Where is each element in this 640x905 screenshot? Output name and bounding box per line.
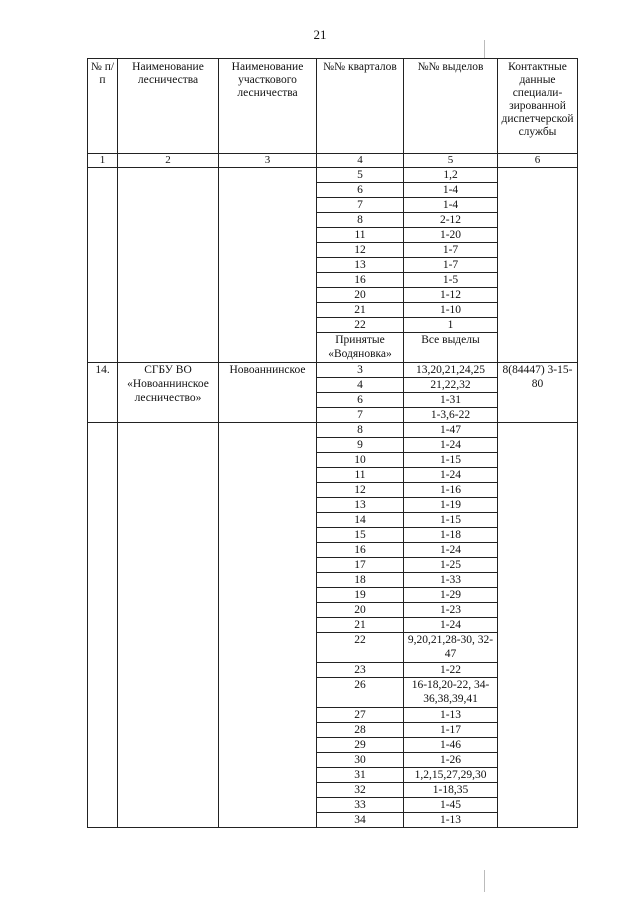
quarter-cell: 9 [317,438,404,453]
table-row [88,753,578,768]
allotment-cell: 21,22,32 [404,378,498,393]
entry-number-blank [88,798,118,813]
contact-blank [498,273,578,288]
contact-blank [498,198,578,213]
entry-number-blank [88,198,118,213]
entry-number-blank [88,768,118,783]
quarter-cell: Принятые «Водяновка» [317,333,404,363]
contact-blank [498,423,578,438]
allotment-cell: 1-29 [404,588,498,603]
district-name: Новоаннинское [219,363,317,423]
district-blank [219,228,317,243]
quarter-cell: 34 [317,813,404,828]
quarter-cell: 7 [317,408,404,423]
allotment-cell: 1-15 [404,513,498,528]
table-row [88,318,578,333]
entry-number-blank [88,588,118,603]
quarter-cell: 11 [317,228,404,243]
allotment-cell: 1-24 [404,438,498,453]
forestry-blank [118,543,219,558]
allotment-cell: 1-18,35 [404,783,498,798]
district-blank [219,513,317,528]
district-blank [219,333,317,363]
entry-number-blank [88,423,118,438]
table-row [88,198,578,213]
quarter-cell: 21 [317,303,404,318]
table-row [88,768,578,783]
contact-blank [498,783,578,798]
entry-number-blank [88,318,118,333]
district-blank [219,738,317,753]
contact-blank [498,633,578,663]
forestry-blank [118,468,219,483]
table-row [88,243,578,258]
entry-number-blank [88,513,118,528]
allotment-cell: 9,20,21,28-30, 32-47 [404,633,498,663]
contact-blank [498,738,578,753]
contact-blank [498,513,578,528]
entry-number-blank [88,558,118,573]
allotment-cell: 1-15 [404,453,498,468]
forestry-blank [118,318,219,333]
district-blank [219,498,317,513]
header-num: № п/п [88,59,118,154]
table-row [88,438,578,453]
contact-blank [498,603,578,618]
district-blank [219,678,317,708]
forestry-blank [118,558,219,573]
table-row [88,813,578,828]
contact-blank [498,768,578,783]
district-blank [219,318,317,333]
allotment-cell: Все выделы [404,333,498,363]
allotment-cell: 1-18 [404,528,498,543]
contact-blank [498,213,578,228]
table-row [88,678,578,708]
scan-mark [484,40,485,58]
district-blank [219,543,317,558]
contact-blank [498,588,578,603]
district-blank [219,453,317,468]
contact-blank [498,723,578,738]
entry-number-blank [88,183,118,198]
quarter-cell: 26 [317,678,404,708]
forestry-blank [118,813,219,828]
allotment-cell: 1-25 [404,558,498,573]
district-blank [219,813,317,828]
district-blank [219,588,317,603]
forestry-name: СГБУ ВО «Новоаннинское лесничество» [118,363,219,423]
contact-blank [498,663,578,678]
forestry-blank [118,168,219,183]
allotment-cell: 1-46 [404,738,498,753]
forestry-blank [118,273,219,288]
entry-number-blank [88,468,118,483]
entry-number-blank [88,288,118,303]
allotment-cell: 1-4 [404,183,498,198]
allotment-cell: 1-17 [404,723,498,738]
contact-blank [498,438,578,453]
forestry-blank [118,198,219,213]
district-blank [219,168,317,183]
table-row [88,528,578,543]
contact-blank [498,678,578,708]
quarter-cell: 29 [317,738,404,753]
district-blank [219,708,317,723]
table-row [88,618,578,633]
quarter-cell: 20 [317,603,404,618]
quarter-cell: 21 [317,618,404,633]
district-blank [219,183,317,198]
forestry-blank [118,423,219,438]
entry-number-blank [88,753,118,768]
table-row [88,468,578,483]
table-row [88,183,578,198]
table-row [88,303,578,318]
forestry-blank [118,783,219,798]
district-blank [219,198,317,213]
quarter-cell: 28 [317,723,404,738]
forestry-blank [118,453,219,468]
allotment-cell: 1-16 [404,483,498,498]
allotment-cell: 1 [404,318,498,333]
quarter-cell: 27 [317,708,404,723]
forestry-blank [118,708,219,723]
entry-number-blank [88,708,118,723]
allotment-cell: 1-4 [404,198,498,213]
table-row [88,288,578,303]
forestry-blank [118,678,219,708]
quarter-cell: 4 [317,378,404,393]
quarter-cell: 16 [317,273,404,288]
entry-number-blank [88,483,118,498]
quarter-cell: 19 [317,588,404,603]
allotment-cell: 1-24 [404,468,498,483]
allotment-cell: 1-24 [404,618,498,633]
forestry-blank [118,183,219,198]
entry-number-blank [88,273,118,288]
quarter-cell: 8 [317,423,404,438]
entry-number-blank [88,573,118,588]
quarter-cell: 23 [317,663,404,678]
forestry-blank [118,768,219,783]
forestry-blank [118,573,219,588]
header-contact: Контактные данные специали-зированной диспетчерской службы [498,59,578,154]
table-row [88,588,578,603]
contact-blank [498,708,578,723]
allotment-cell: 1-19 [404,498,498,513]
header-row [88,59,578,154]
table-row [88,663,578,678]
column-number: 5 [404,154,498,168]
quarter-cell: 12 [317,483,404,498]
table-row [88,333,578,363]
column-number: 6 [498,154,578,168]
allotment-cell: 1-7 [404,258,498,273]
table-row [88,483,578,498]
entry-number-blank [88,243,118,258]
allotment-cell: 1-22 [404,663,498,678]
quarter-cell: 13 [317,258,404,273]
table-row [88,723,578,738]
district-blank [219,753,317,768]
forestry-blank [118,603,219,618]
quarter-cell: 8 [317,213,404,228]
entry-number-blank [88,498,118,513]
table-row [88,798,578,813]
quarter-cell: 16 [317,543,404,558]
table-row [88,633,578,663]
quarter-cell: 18 [317,573,404,588]
entry-14-body [88,363,578,423]
allotment-cell: 1-7 [404,243,498,258]
quarter-cell: 30 [317,753,404,768]
allotment-cell: 1-13 [404,813,498,828]
table-row [88,363,578,378]
forestry-blank [118,753,219,768]
allotment-cell: 1-47 [404,423,498,438]
entry-number-blank [88,228,118,243]
contact-blank [498,288,578,303]
allotment-cell: 16-18,20-22, 34-36,38,39,41 [404,678,498,708]
contact-blank [498,468,578,483]
entry-number-blank [88,303,118,318]
table-row [88,543,578,558]
contact-blank [498,558,578,573]
contact-blank [498,543,578,558]
quarter-cell: 5 [317,168,404,183]
district-blank [219,573,317,588]
quarter-cell: 13 [317,498,404,513]
district-blank [219,273,317,288]
page-number: 21 [313,27,327,42]
table-row [88,213,578,228]
table-row [88,513,578,528]
quarter-cell: 20 [317,288,404,303]
forestry-blank [118,633,219,663]
district-blank [219,468,317,483]
quarter-cell: 7 [317,198,404,213]
forestry-register-table [87,58,578,828]
column-number: 2 [118,154,219,168]
entry-number-blank [88,438,118,453]
contact-blank [498,258,578,273]
district-blank [219,303,317,318]
entry-number-blank [88,738,118,753]
contact-blank [498,303,578,318]
header-district: Наименование участкового лесничества [219,59,317,154]
allotment-cell: 1-33 [404,573,498,588]
district-blank [219,288,317,303]
forestry-blank [118,243,219,258]
district-blank [219,603,317,618]
quarter-cell: 33 [317,798,404,813]
forestry-blank [118,738,219,753]
allotment-cell: 1-5 [404,273,498,288]
district-blank [219,783,317,798]
table-row [88,423,578,438]
district-blank [219,423,317,438]
allotment-cell: 2-12 [404,213,498,228]
district-blank [219,213,317,228]
quarter-cell: 10 [317,453,404,468]
entry-number-blank [88,528,118,543]
entry-number-blank [88,333,118,363]
forestry-blank [118,333,219,363]
quarter-cell: 17 [317,558,404,573]
district-blank [219,768,317,783]
entry-number-blank [88,678,118,708]
forestry-blank [118,228,219,243]
district-blank [219,438,317,453]
entry-number-blank [88,213,118,228]
forestry-blank [118,258,219,273]
district-blank [219,723,317,738]
table-row [88,783,578,798]
column-number-row [88,154,578,168]
contact-blank [498,168,578,183]
table-row [88,603,578,618]
quarter-cell: 12 [317,243,404,258]
table-row [88,168,578,183]
block2-body [88,423,578,828]
forestry-blank [118,513,219,528]
table-row [88,708,578,723]
table-row [88,573,578,588]
allotment-cell: 1-3,6-22 [404,408,498,423]
quarter-cell: 11 [317,468,404,483]
entry-number-blank [88,618,118,633]
district-blank [219,633,317,663]
forestry-blank [118,663,219,678]
allotment-cell: 1-12 [404,288,498,303]
contact-phone: 8(84447) 3-15-80 [498,363,578,423]
entry-number-blank [88,663,118,678]
entry-number-blank [88,168,118,183]
allotment-cell: 1-45 [404,798,498,813]
contact-blank [498,228,578,243]
forestry-blank [118,798,219,813]
header-forestry: Наименование лесничества [118,59,219,154]
district-blank [219,483,317,498]
allotment-cell: 1,2 [404,168,498,183]
allotment-cell: 13,20,21,24,25 [404,363,498,378]
contact-blank [498,183,578,198]
entry-number-blank [88,258,118,273]
entry-number-blank [88,543,118,558]
forestry-blank [118,618,219,633]
contact-blank [498,333,578,363]
district-blank [219,528,317,543]
allotment-cell: 1-24 [404,543,498,558]
forestry-blank [118,438,219,453]
allotment-cell: 1-13 [404,708,498,723]
table-row [88,558,578,573]
contact-blank [498,618,578,633]
contact-blank [498,453,578,468]
contact-blank [498,813,578,828]
entry-number-blank [88,723,118,738]
entry-number-blank [88,453,118,468]
district-blank [219,558,317,573]
contact-blank [498,483,578,498]
contact-blank [498,528,578,543]
entry-number-blank [88,783,118,798]
quarter-cell: 6 [317,183,404,198]
table-row [88,738,578,753]
table-row [88,258,578,273]
entry-number-blank [88,633,118,663]
quarter-cell: 31 [317,768,404,783]
forestry-blank [118,288,219,303]
forestry-blank [118,723,219,738]
allotment-cell: 1-26 [404,753,498,768]
forestry-blank [118,528,219,543]
contact-blank [498,798,578,813]
column-number: 3 [219,154,317,168]
entry-number-blank [88,603,118,618]
district-blank [219,618,317,633]
district-blank [219,798,317,813]
forestry-blank [118,483,219,498]
entry-number: 14. [88,363,118,423]
quarter-cell: 3 [317,363,404,378]
contact-blank [498,573,578,588]
table-row [88,453,578,468]
header-allotments: №№ выделов [404,59,498,154]
district-blank [219,663,317,678]
quarter-cell: 6 [317,393,404,408]
district-blank [219,243,317,258]
forestry-blank [118,588,219,603]
block1-body [88,168,578,363]
table-row [88,228,578,243]
forestry-blank [118,498,219,513]
quarter-cell: 22 [317,633,404,663]
scan-mark [484,870,485,892]
table-row [88,273,578,288]
column-number: 4 [317,154,404,168]
column-number: 1 [88,154,118,168]
forestry-blank [118,213,219,228]
quarter-cell: 22 [317,318,404,333]
allotment-cell: 1-31 [404,393,498,408]
contact-blank [498,498,578,513]
forestry-blank [118,303,219,318]
contact-blank [498,243,578,258]
allotment-cell: 1,2,15,27,29,30 [404,768,498,783]
quarter-cell: 14 [317,513,404,528]
allotment-cell: 1-23 [404,603,498,618]
contact-blank [498,318,578,333]
quarter-cell: 32 [317,783,404,798]
header-quarters: №№ кварталов [317,59,404,154]
allotment-cell: 1-10 [404,303,498,318]
allotment-cell: 1-20 [404,228,498,243]
district-blank [219,258,317,273]
table-row [88,498,578,513]
entry-number-blank [88,813,118,828]
quarter-cell: 15 [317,528,404,543]
contact-blank [498,753,578,768]
